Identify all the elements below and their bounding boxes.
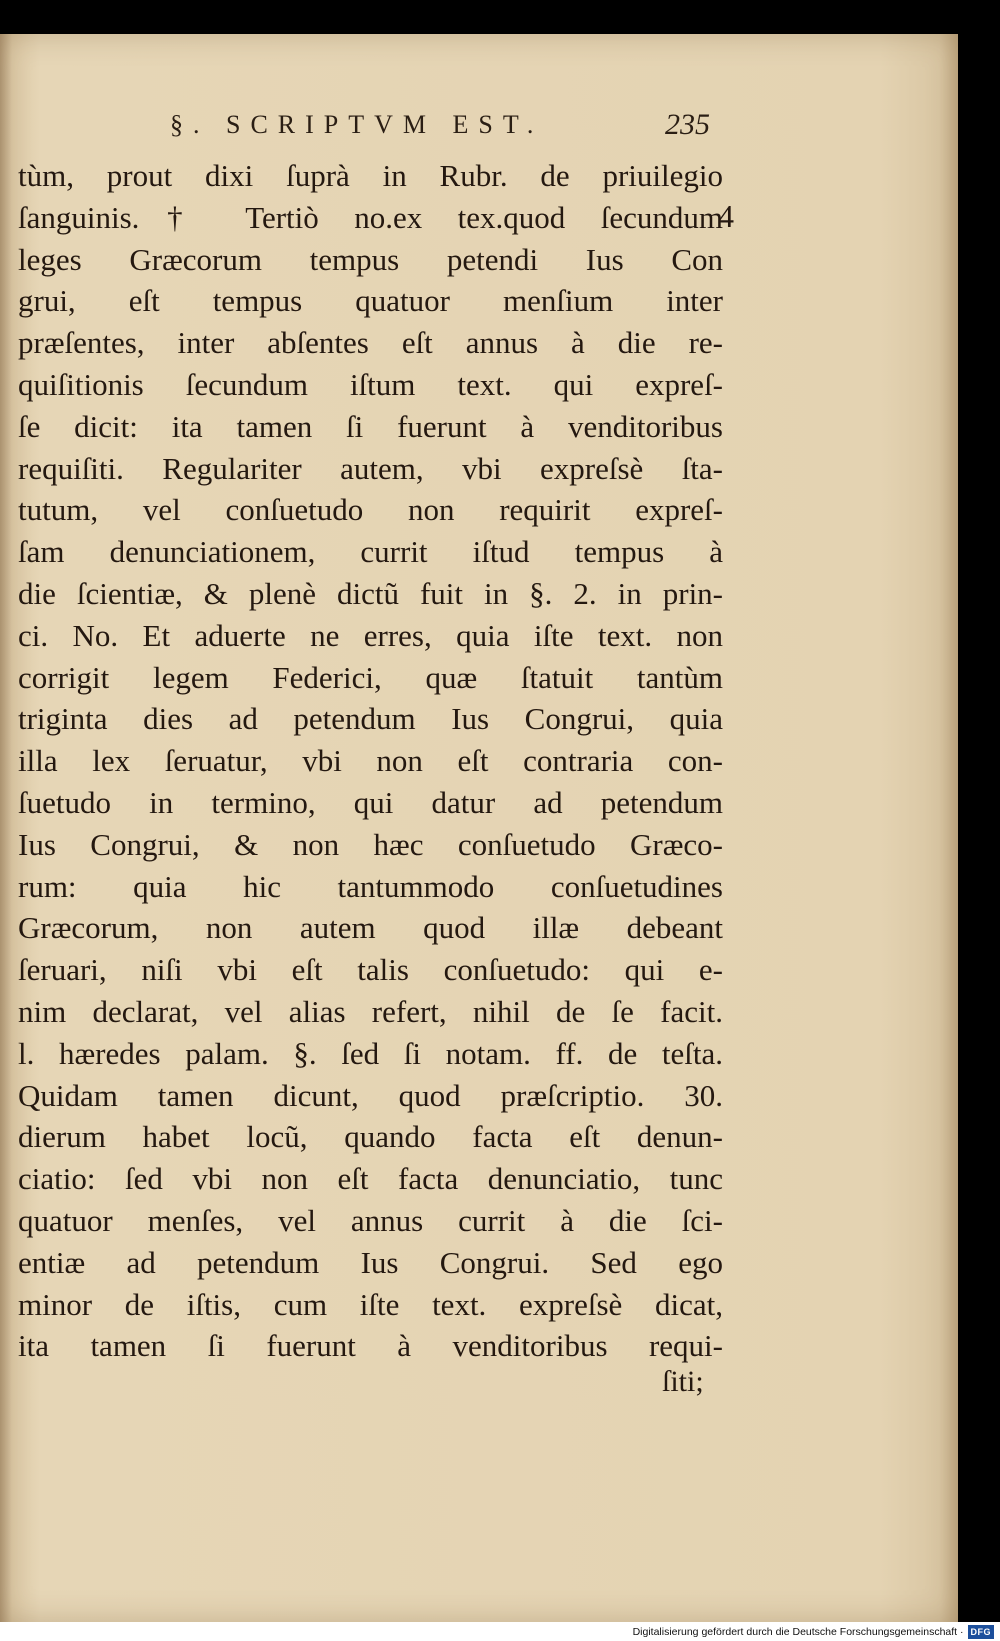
text-line: Ius Congrui, & non hæc conſuetudo Græco-	[18, 826, 723, 862]
text-line: ſam denunciationem, currit iſtud tempus à	[18, 534, 723, 570]
text-line: minor de iſtis, cum iſte text. expreſsè dicat,	[18, 1286, 723, 1322]
text-line: leges Græcorum tempus petendi Ius Con	[18, 241, 723, 277]
text-line: Græcorum, non autem quod illæ debeant	[18, 910, 723, 946]
text-line: ſuetudo in termino, qui datur ad petendum	[18, 784, 723, 820]
text-line: ſeruari, niſi vbi eſt talis conſuetudo: qui e-	[18, 952, 723, 988]
body-text	[18, 155, 723, 1367]
text-line: die ſcientiæ, & plenè dictũ fuit in §. 2. in prin-	[18, 575, 723, 611]
text-line: nim declarat, vel alias refert, nihil de ſe facit.	[18, 993, 723, 1029]
text-line: tutum, vel conſuetudo non requirit expreſ-	[18, 492, 723, 528]
text-line: tùm, prout dixi ſuprà in Rubr. de priuilegio	[18, 158, 723, 193]
text-line: entiæ ad petendum Ius Congrui. Sed ego	[18, 1244, 723, 1280]
text-line: quatuor menſes, vel annus currit à die ſci-	[18, 1202, 723, 1238]
text-line: rum: quia hic tantummodo conſuetudines	[18, 868, 723, 904]
credit-text: Digitalisierung gefördert durch die Deutsche Forschungsgemeinschaft ·	[632, 1626, 964, 1638]
text-line: ita tamen ſi fuerunt à venditoribus requi-	[18, 1328, 723, 1364]
marginal-note: 4	[718, 198, 734, 234]
text-line: dierum habet locũ, quando facta eſt denun-	[18, 1119, 723, 1155]
text-line: l. hæredes palam. §. ſed ſi notam. ff. de teſta.	[18, 1035, 723, 1071]
running-head	[170, 110, 710, 150]
text-line: corrigit legem Federici, quæ ſtatuit tantùm	[18, 659, 723, 695]
catchword: ſiti;	[662, 1365, 704, 1398]
text-line: triginta dies ad petendum Ius Congrui, quia	[18, 701, 723, 737]
page-number: 235	[665, 108, 710, 141]
text-line: Quidam tamen dicunt, quod præſcriptio. 30.	[18, 1077, 723, 1113]
text-line: ci. No. Et aduerte ne erres, quia iſte text. non	[18, 617, 723, 653]
text-line: grui, eſt tempus quatuor menſium inter	[18, 283, 723, 319]
digitization-credit	[633, 1624, 994, 1640]
dfg-logo: DFG	[968, 1625, 995, 1639]
text-line: præſentes, inter abſentes eſt annus à die re-	[18, 325, 723, 361]
text-line: ciatio: ſed vbi non eſt facta denunciatio, tunc	[18, 1161, 723, 1197]
text-line: illa lex ſeruatur, vbi non eſt contraria con-	[18, 743, 723, 779]
text-line: ſe dicit: ita tamen ſi fuerunt à venditoribus	[18, 408, 723, 444]
text-line: quiſitionis ſecundum iſtum text. qui expreſ-	[18, 366, 723, 402]
text-line: ſanguinis.† Tertiò no.ex tex.quod ſecundum	[18, 199, 723, 235]
text-line: requiſiti. Regulariter autem, vbi expreſsè ſta-	[18, 450, 723, 486]
running-title: §. SCRIPTVM EST.	[170, 110, 544, 139]
